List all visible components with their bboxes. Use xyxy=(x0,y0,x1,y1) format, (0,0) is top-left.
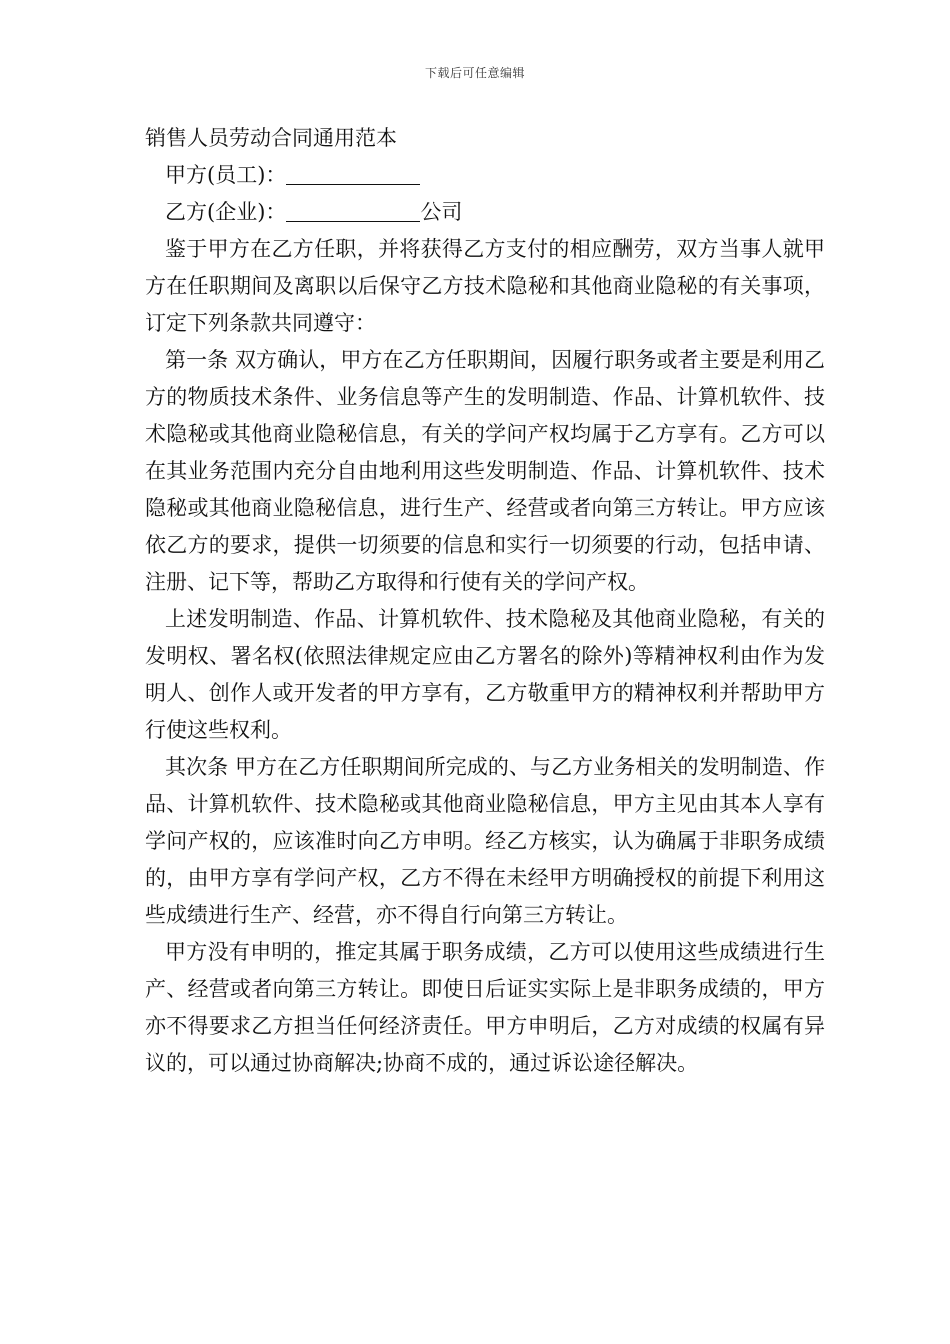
document-title: 销售人员劳动合同通用范本 xyxy=(145,126,397,150)
party-b-label: 乙方(企业)： xyxy=(165,200,287,224)
page-header: 下载后可任意编辑 xyxy=(424,66,525,80)
paragraph-article-1: 第一条 双方确认，甲方在乙方任职期间，因履行职务或者主要是利用乙方的物质技术条件、业务信息等产生的发明制造、作品、计算机软件、技术隐秘或其他商业隐秘信息，有关的学问产权均属于乙方享有。乙方可以在其业务范围内充分自由地利用这些发明制造、作品、计算机软件、技术隐秘或其他商业隐秘信息，进行生产、经营或者向第三方转让。甲方应该依乙方的要求，提供一切须要的信息和实行一切须要的行动，包括申请、注册、记下等，帮助乙方取得和行使有关的学问产权。 xyxy=(145,348,825,594)
paragraph-presumption: 甲方没有申明的，推定其属于职务成绩，乙方可以使用这些成绩进行生产、经营或者向第三方转让。即使日后证实实际上是非职务成绩的，甲方亦不得要求乙方担当任何经济责任。甲方申明后，乙方对成绩的权属有异议的，可以通过协商解决;协商不成的，通过诉讼途径解决。 xyxy=(145,940,825,1075)
party-a-blank xyxy=(286,162,420,185)
paragraph-preamble: 鉴于甲方在乙方任职，并将获得乙方支付的相应酬劳，双方当事人就甲方在任职期间及离职以后保守乙方技术隐秘和其他商业隐秘的有关事项，订定下列条款共同遵守： xyxy=(145,237,825,335)
party-a-line xyxy=(145,157,825,194)
party-b-suffix: 公司 xyxy=(420,200,463,224)
party-b-blank xyxy=(286,199,420,222)
paragraph-moral-rights: 上述发明制造、作品、计算机软件、技术隐秘及其他商业隐秘，有关的发明权、署名权(依照法律规定应由乙方署名的除外)等精神权利由作为发明人、创作人或开发者的甲方享有，乙方敬重甲方的精神权利并帮助甲方行使这些权利。 xyxy=(145,607,825,742)
paragraph-article-2: 其次条 甲方在乙方任职期间所完成的、与乙方业务相关的发明制造、作品、计算机软件、技术隐秘或其他商业隐秘信息，甲方主见由其本人享有学问产权的，应该准时向乙方申明。经乙方核实，认为确属于非职务成绩的，由甲方享有学问产权，乙方不得在未经甲方明确授权的前提下利用这些成绩进行生产、经营，亦不得自行向第三方转让。 xyxy=(145,755,825,927)
party-a-label: 甲方(员工)： xyxy=(165,163,287,187)
document-body xyxy=(145,120,825,1082)
party-b-line xyxy=(145,194,825,231)
